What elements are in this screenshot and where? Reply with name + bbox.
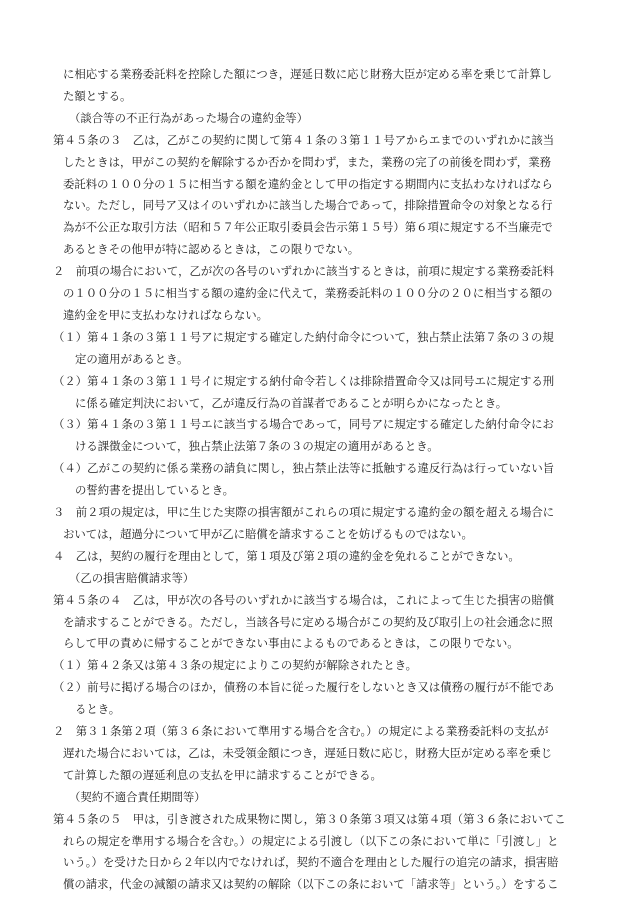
item-first-line: （２）第４１条の３第１１号イに規定する納付命令若しくは排除措置命令又は同号エに規定する刑 bbox=[53, 373, 555, 388]
item-first-line: （１）第４１条の３第１１号アに規定する確定した納付命令について，独占禁止法第７条の３の規 bbox=[53, 329, 554, 344]
text-line: おいては，超過分について甲が乙に賠償を請求することを妨げるものではない。 bbox=[63, 526, 473, 541]
text-line: に相応する業務委託料を控除した額につき，遅延日数に応じ財務大臣が定める率を乗じて計算し bbox=[63, 67, 553, 81]
text-line: らして甲の責めに帰することができない事由によるものであるときは，この限りでない。 bbox=[63, 636, 519, 651]
item-first-line: （４）乙がこの契約に係る業務の請負に関し，独占禁止法等に抵触する違反行為は行っていない旨 bbox=[53, 461, 555, 476]
text-line: 遅れた場合においては，乙は，未受領金額につき，遅延日数に応じ，財務大臣が定める率を乗じ bbox=[63, 745, 553, 760]
text-line: したときは，甲がこの契約を解除するか否かを問わず，また，業務の完了の前後を問わず，業務 bbox=[63, 154, 551, 169]
text-line: れらの規定を準用する場合を含む。）の規定による引渡し（以下この条において単に「引渡し」と bbox=[63, 833, 559, 848]
text-line: 償の請求，代金の減額の請求又は契約の解除（以下この条において「請求等」という。）をするこ bbox=[63, 877, 559, 892]
paragraph-first-line: ３ 前２項の規定は，甲に生じた実際の損害額がこれらの項に規定する違約金の額を超える場合に bbox=[53, 505, 555, 519]
article-first-line: 第４５条の４ 乙は，甲が次の各号のいずれかに該当する場合は，これによって生じた損害の賠償 bbox=[53, 592, 555, 607]
text-line: 違約金を甲に支払わなければならない。 bbox=[63, 307, 269, 322]
paragraph-first-line: ２ 前項の場合において，乙が次の各号のいずれかに該当するときは，前項に規定する業務委託料 bbox=[53, 264, 554, 279]
item-first-line: （２）前号に掲げる場合のほか，債務の本旨に従った履行をしないとき又は債務の履行が不能であ bbox=[53, 680, 555, 695]
section-heading: （契約不適合責任期間等） bbox=[69, 789, 206, 804]
text-line: を請求することができる。ただし，当該各号に定める場合がこの契約及び取引上の社会通念に照 bbox=[63, 614, 553, 629]
text-line: るとき。 bbox=[75, 702, 121, 717]
item-first-line: （１）第４２条又は第４３条の規定によりこの契約が解除されたとき。 bbox=[53, 658, 418, 673]
article-first-line: 第４５条の３ 乙は，乙がこの契約に関して第４１条の３第１１号アからエまでのいずれかに該当 bbox=[53, 132, 555, 147]
text-line: 委託料の１００分の１５に相当する額を違約金として甲の指定する期間内に支払わなければなら bbox=[63, 176, 553, 191]
text-line: に係る確定判決において，乙が違反行為の首謀者であることが明らかになったとき。 bbox=[75, 395, 508, 410]
text-line: て計算した額の遅延利息の支払を甲に請求することができる。 bbox=[63, 767, 382, 782]
item-first-line: （３）第４１条の３第１１号エに該当する場合であって，同号アに規定する確定した納付命令にお bbox=[53, 417, 554, 432]
text-line: あるときその他甲が特に認めるときは，この限りでない。 bbox=[63, 242, 360, 257]
text-line: 為が不公正な取引方法（昭和５７年公正取引委員会告示第１５号）第６項に規定する不当廉売で bbox=[63, 220, 553, 235]
text-line: ける課徴金について，独占禁止法第７条の３の規定の適用があるとき。 bbox=[75, 439, 439, 454]
paragraph-first-line: ２ 第３１条第２項（第３６条において準用する場合を含む。）の規定による業務委託料の支払が bbox=[53, 724, 549, 738]
text-line: た額とする。 bbox=[63, 88, 132, 103]
section-heading: （乙の損害賠償請求等） bbox=[69, 570, 195, 585]
text-line: の１００分の１５に相当する額の違約金に代えて，業務委託料の１００分の２０に相当する額の bbox=[63, 286, 553, 300]
text-line: の誓約書を提出しているとき。 bbox=[75, 483, 235, 498]
article-first-line: 第４５条の５ 甲は，引き渡された成果物に関し，第３０条第３項又は第４項（第３６条においてこ bbox=[53, 811, 566, 826]
section-heading: （談合等の不正行為があった場合の違約金等） bbox=[69, 110, 309, 125]
text-line: いう。）を受けた日から２年以内でなければ，契約不適合を理由とした履行の追完の請求，損害賠 bbox=[63, 855, 559, 870]
text-line: ない。ただし，同号ア又はイのいずれかに該当した場合であって，排除措置命令の対象となる行 bbox=[63, 198, 553, 213]
paragraph-first-line: ４ 乙は，契約の履行を理由として，第１項及び第２項の違約金を免れることができない。 bbox=[53, 548, 520, 563]
text-line: 定の適用があるとき。 bbox=[75, 351, 189, 366]
